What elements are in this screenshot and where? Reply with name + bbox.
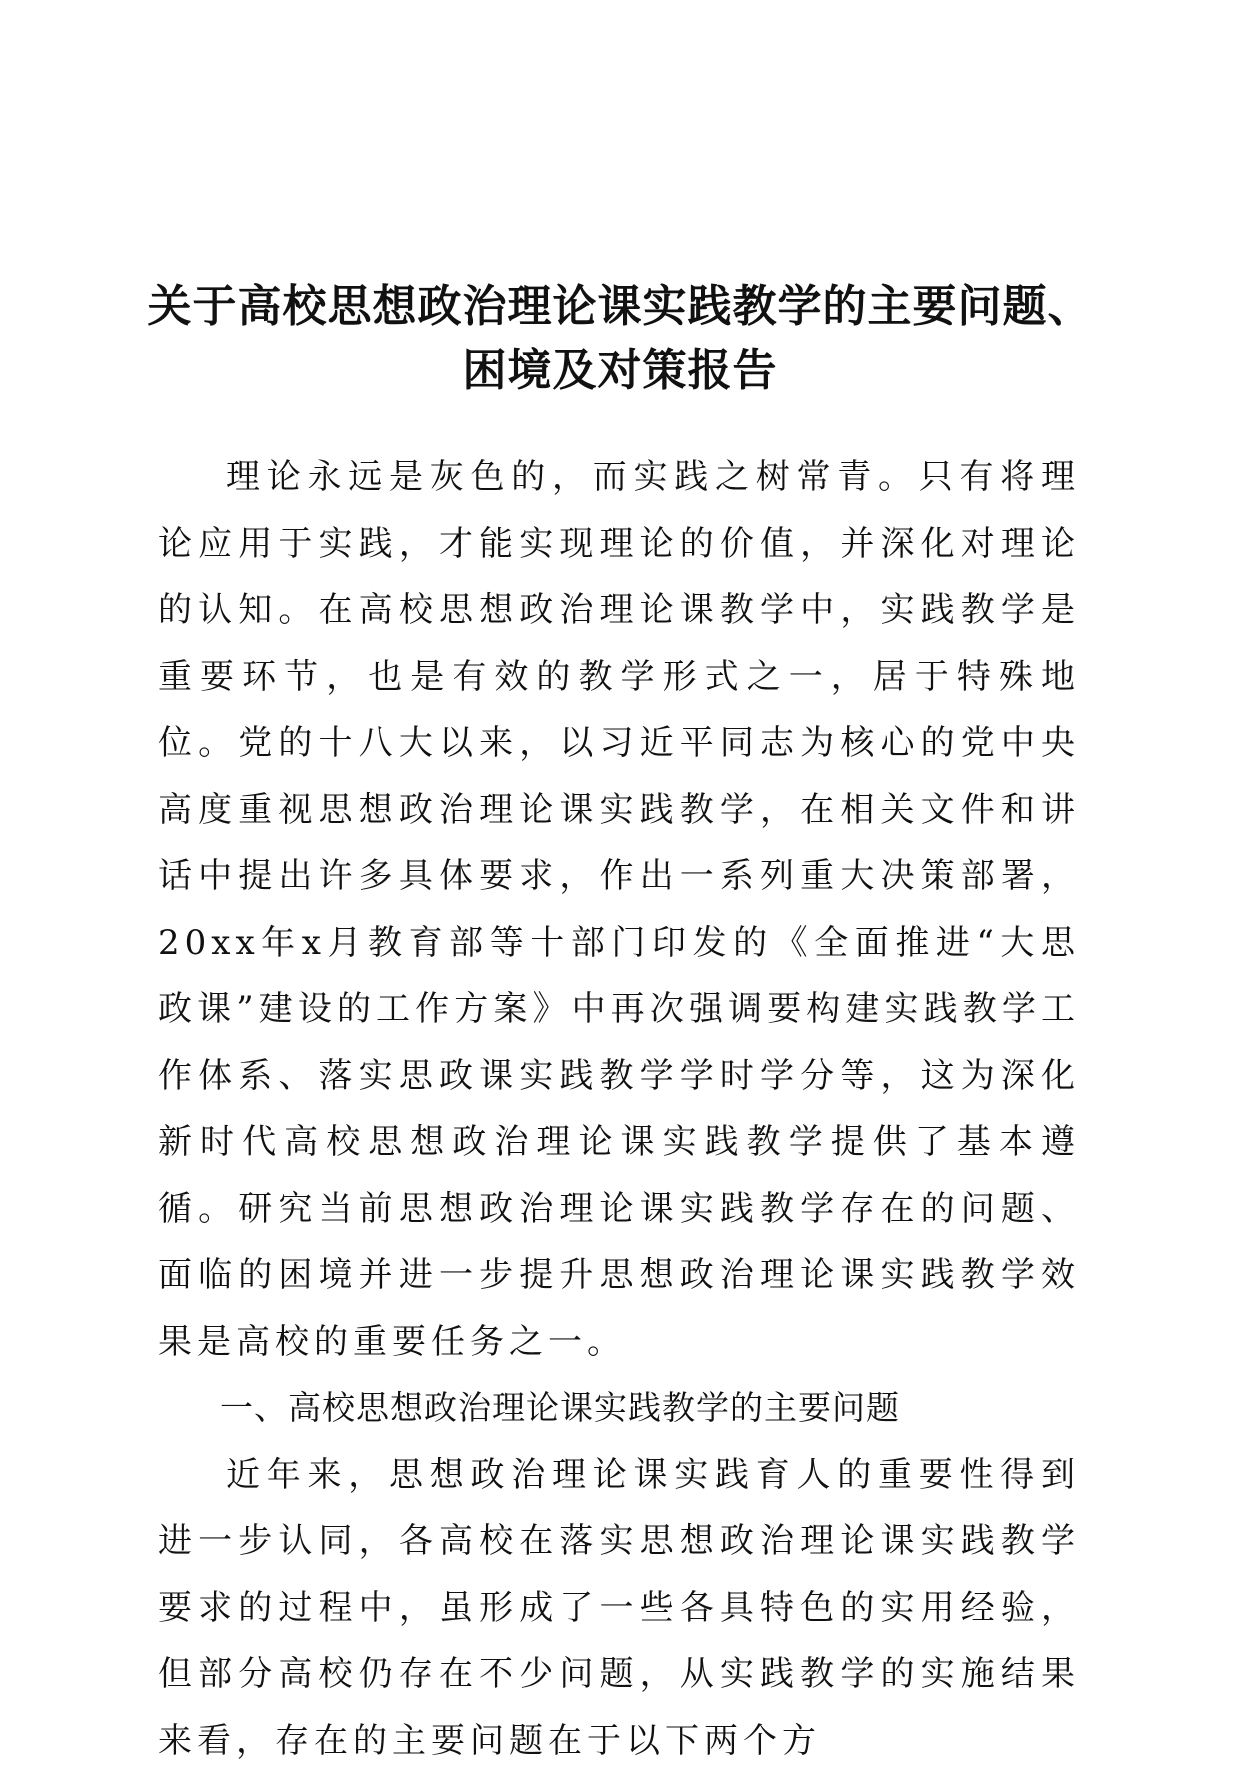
- title-line-1: 关于高校思想政治理论课实践教学的主要问题、: [140, 275, 1100, 339]
- section-heading: 一、高校思想政治理论课实践教学的主要问题: [158, 1375, 1080, 1442]
- intro-paragraph: 理论永远是灰色的，而实践之树常青。只有将理论应用于实践，才能实现理论的价值，并深化对理论的认知。在高校思想政治理论课教学中，实践教学是重要环节，也是有效的教学形式之一，居于特殊地位。党的十八大以来，以习近平同志为核心的党中央高度重视思想政治理论课实践教学，在相关文件和讲话中提出许多具体要求，作出一系列重大决策部署，20xx年x月教育部等十部门印发的《全面推进“大思政课”建设的工作方案》中再次强调要构建实践教学工作体系、落实思政课实践教学学时学分等，这为深化新时代高校思想政治理论课实践教学提供了基本遵循。研究当前思想政治理论课实践教学存在的问题、面临的困境并进一步提升思想政治理论课实践教学效果是高校的重要任务之一。: [158, 444, 1080, 1375]
- title-line-2: 困境及对策报告: [140, 339, 1100, 403]
- document-body: [158, 444, 1080, 1774]
- section-paragraph: 近年来，思想政治理论课实践育人的重要性得到进一步认同，各高校在落实思想政治理论课实践教学要求的过程中，虽形成了一些各具特色的实用经验，但部分高校仍存在不少问题，从实践教学的实施结果来看，存在的主要问题在于以下两个方: [158, 1442, 1080, 1774]
- document-title: [140, 275, 1100, 403]
